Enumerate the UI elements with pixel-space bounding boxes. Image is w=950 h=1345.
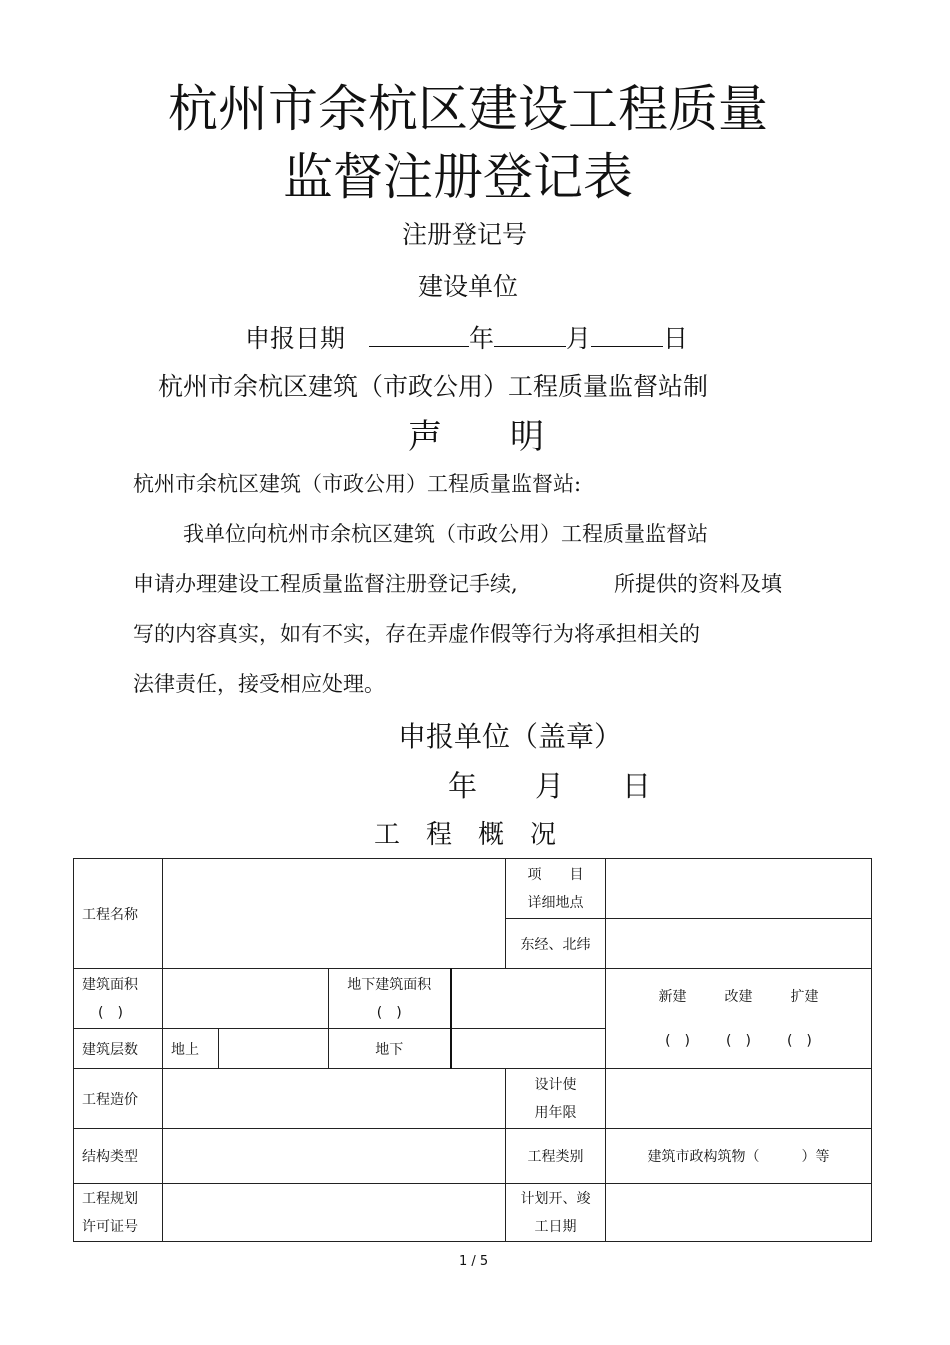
declaration-line3: 写的内容真实，如有不实，存在弄虚作假等行为将承担相关的 [133, 622, 700, 646]
builder-label: 建设单位 [418, 272, 519, 301]
report-month-blank[interactable] [494, 324, 566, 347]
floor-area-label: 建筑面积 ( ) [74, 969, 163, 1029]
new-build-label: 新建 [658, 988, 687, 1005]
structure-type-cell[interactable] [163, 1129, 506, 1184]
expansion-check[interactable]: ( ) [786, 1032, 812, 1049]
project-name-label: 工程名称 [74, 859, 163, 969]
cost-cell[interactable] [163, 1069, 506, 1129]
location-cell[interactable] [606, 859, 872, 919]
declaration-line1: 我单位向杭州市余杭区建筑（市政公用）工程质量监督站 [183, 522, 708, 546]
design-life-label: 设计使 用年限 [506, 1069, 606, 1129]
new-build-check[interactable]: ( ) [665, 1032, 691, 1049]
rebuild-check[interactable]: ( ) [726, 1032, 751, 1049]
expansion-label: 扩建 [790, 988, 819, 1005]
issuer-line: 杭州市余杭区建筑（市政公用）工程质量监督站制 [158, 372, 709, 401]
underground-area-label: 地下建筑面积 ( ) [329, 969, 451, 1029]
build-type-cell [606, 969, 872, 1069]
report-date-label: 申报日期 [245, 324, 346, 353]
declaration-date [448, 769, 652, 803]
floor-area-cell[interactable] [163, 969, 329, 1029]
report-year-label: 年 [469, 324, 495, 353]
coordinates-cell[interactable] [606, 919, 872, 969]
above-ground-cell[interactable] [219, 1029, 329, 1069]
cost-label: 工程造价 [74, 1069, 163, 1129]
coordinates-label: 东经、北纬 [506, 919, 606, 969]
rebuild-label: 改建 [724, 988, 753, 1005]
overview-heading: 工 程 概 况 [374, 820, 557, 850]
schedule-cell[interactable] [606, 1184, 872, 1242]
planning-permit-label: 工程规划 许可证号 [74, 1184, 163, 1242]
signature-label: 申报单位（盖章） [398, 720, 623, 753]
declaration-line2a: 申请办理建设工程质量监督注册登记手续, [133, 572, 518, 596]
underground-area-cell[interactable] [451, 969, 606, 1029]
design-life-cell[interactable] [606, 1069, 872, 1129]
location-label: 项 目 详细地点 [506, 859, 606, 919]
project-name-cell[interactable] [163, 859, 506, 969]
structure-type-label: 结构类型 [74, 1129, 163, 1184]
declaration-line4: 法律责任，接受相应处理。 [133, 672, 385, 696]
declaration-line2b: 所提供的资料及填 [614, 572, 782, 596]
project-category-label: 工程类别 [506, 1129, 606, 1184]
page-number: 1 / 5 [459, 1254, 489, 1269]
project-overview-table [73, 858, 872, 1242]
underground-label: 地下 [329, 1029, 451, 1069]
report-day-label: 日 [663, 324, 689, 353]
form-title-line1: 杭州市余杭区建设工程质量 [168, 80, 768, 138]
declaration-year: 年 [448, 769, 478, 803]
above-ground-label: 地上 [163, 1029, 219, 1069]
declaration-month: 月 [535, 769, 565, 803]
declaration-heading: 声 明 [408, 417, 544, 457]
planning-permit-cell[interactable] [163, 1184, 506, 1242]
registration-no-label: 注册登记号 [402, 220, 528, 249]
report-date-row [245, 324, 688, 351]
underground-floors-cell[interactable] [451, 1029, 606, 1069]
declaration-day: 日 [622, 769, 652, 803]
project-category-cell[interactable]: 建筑市政构筑物（ ）等 [606, 1129, 872, 1184]
report-day-blank[interactable] [591, 324, 663, 347]
floors-label: 建筑层数 [74, 1029, 163, 1069]
schedule-label: 计划开、竣 工日期 [506, 1184, 606, 1242]
report-year-blank[interactable] [369, 324, 469, 347]
form-title-line2: 监督注册登记表 [283, 148, 633, 206]
declaration-addressee: 杭州市余杭区建筑（市政公用）工程质量监督站: [133, 472, 582, 496]
report-month-label: 月 [566, 324, 592, 353]
